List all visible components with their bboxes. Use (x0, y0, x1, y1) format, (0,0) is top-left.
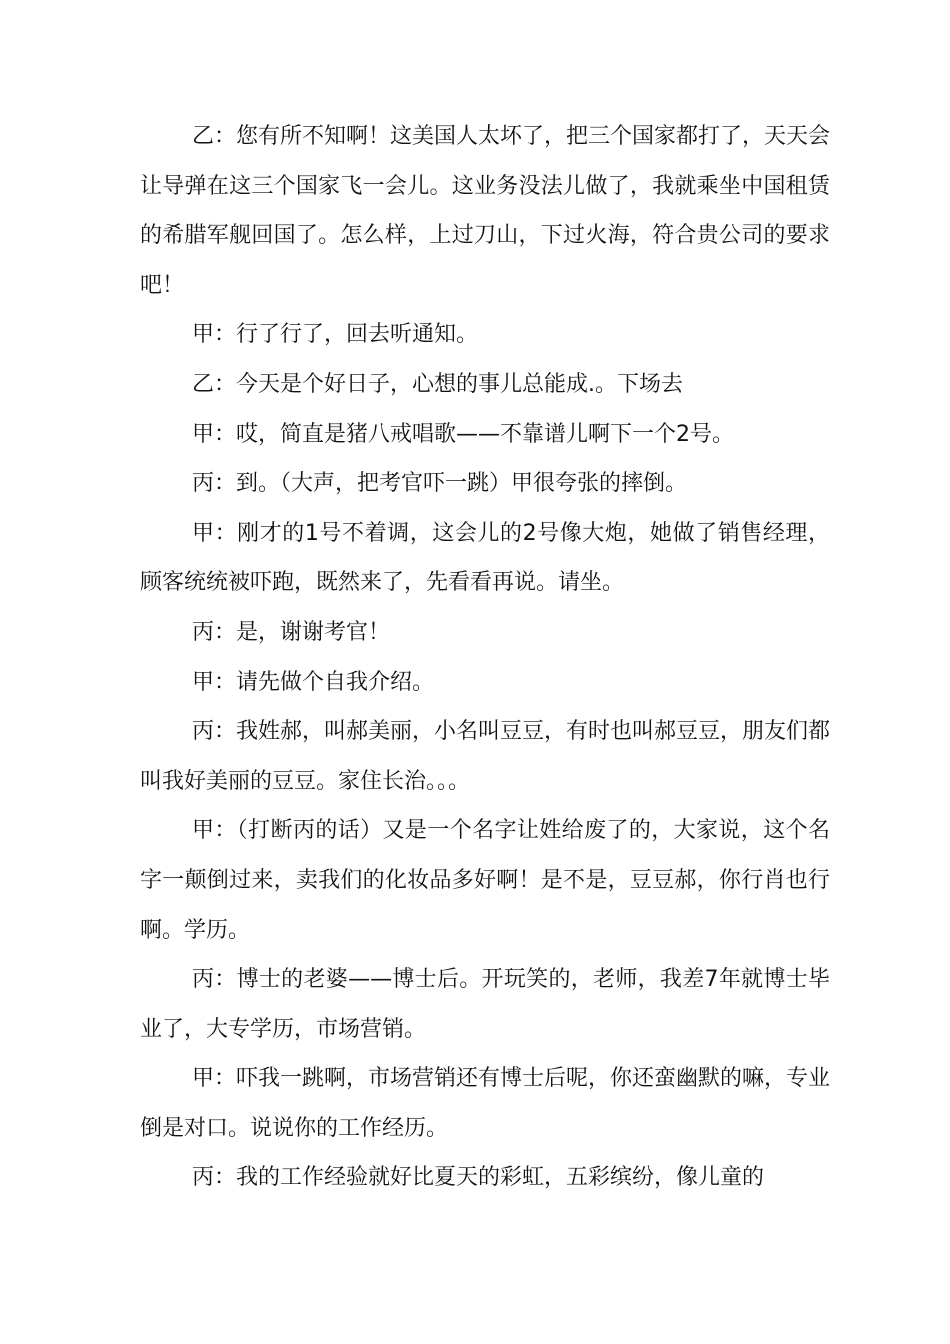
paragraph: 丙：我的工作经验就好比夏天的彩虹，五彩缤纷，像儿童的 (192, 1165, 765, 1191)
paragraph: 甲：请先做个自我介绍。 (192, 669, 435, 695)
paragraph: 乙：今天是个好日子，心想的事儿总能成.。下场去 (192, 371, 683, 397)
paragraph: 乙：您有所不知啊！这美国人太坏了，把三个国家都打了，天天会让导弹在这三个国家飞一会儿。这业务没法儿做了，我就乘坐中国租赁的希腊军舰回国了。怎么样，上过刀山，下过火海，符合贵公司的要求吧！ (140, 124, 831, 298)
paragraph: 甲：吓我一跳啊，市场营销还有博士后呢，你还蛮幽默的嘛，专业倒是对口。说说你的工作经历。 (140, 1066, 831, 1141)
paragraph: 甲：刚才的1号不着调，这会儿的2号像大炮，她做了销售经理，顾客统统被吓跑，既然来了，先看看再说。请坐。 (140, 520, 830, 596)
paragraph: 甲：哎，简直是猪八戒唱歌——不靠谱儿啊下一个2号。 (192, 421, 734, 447)
paragraph: 丙：我姓郝，叫郝美丽，小名叫豆豆，有时也叫郝豆豆，朋友们都叫我好美丽的豆豆。家住长治。。。 (140, 719, 831, 794)
paragraph: 丙：是，谢谢考官！ (192, 619, 391, 645)
paragraph: 甲：（打断丙的话）又是一个名字让姓给废了的，大家说，这个名字一颠倒过来，卖我们的化妆品多好啊！是不是，豆豆郝，你行肖也行啊。学历。 (140, 818, 830, 943)
paragraph: 丙：博士的老婆——博士后。开玩笑的，老师，我差7年就博士毕业了，大专学历，市场营销。 (140, 967, 830, 1042)
paragraph: 丙：到。（大声，把考官吓一跳）甲很夸张的摔倒。 (192, 471, 688, 497)
paragraph: 甲：行了行了，回去听通知。 (192, 322, 479, 348)
document-body (140, 112, 830, 1203)
